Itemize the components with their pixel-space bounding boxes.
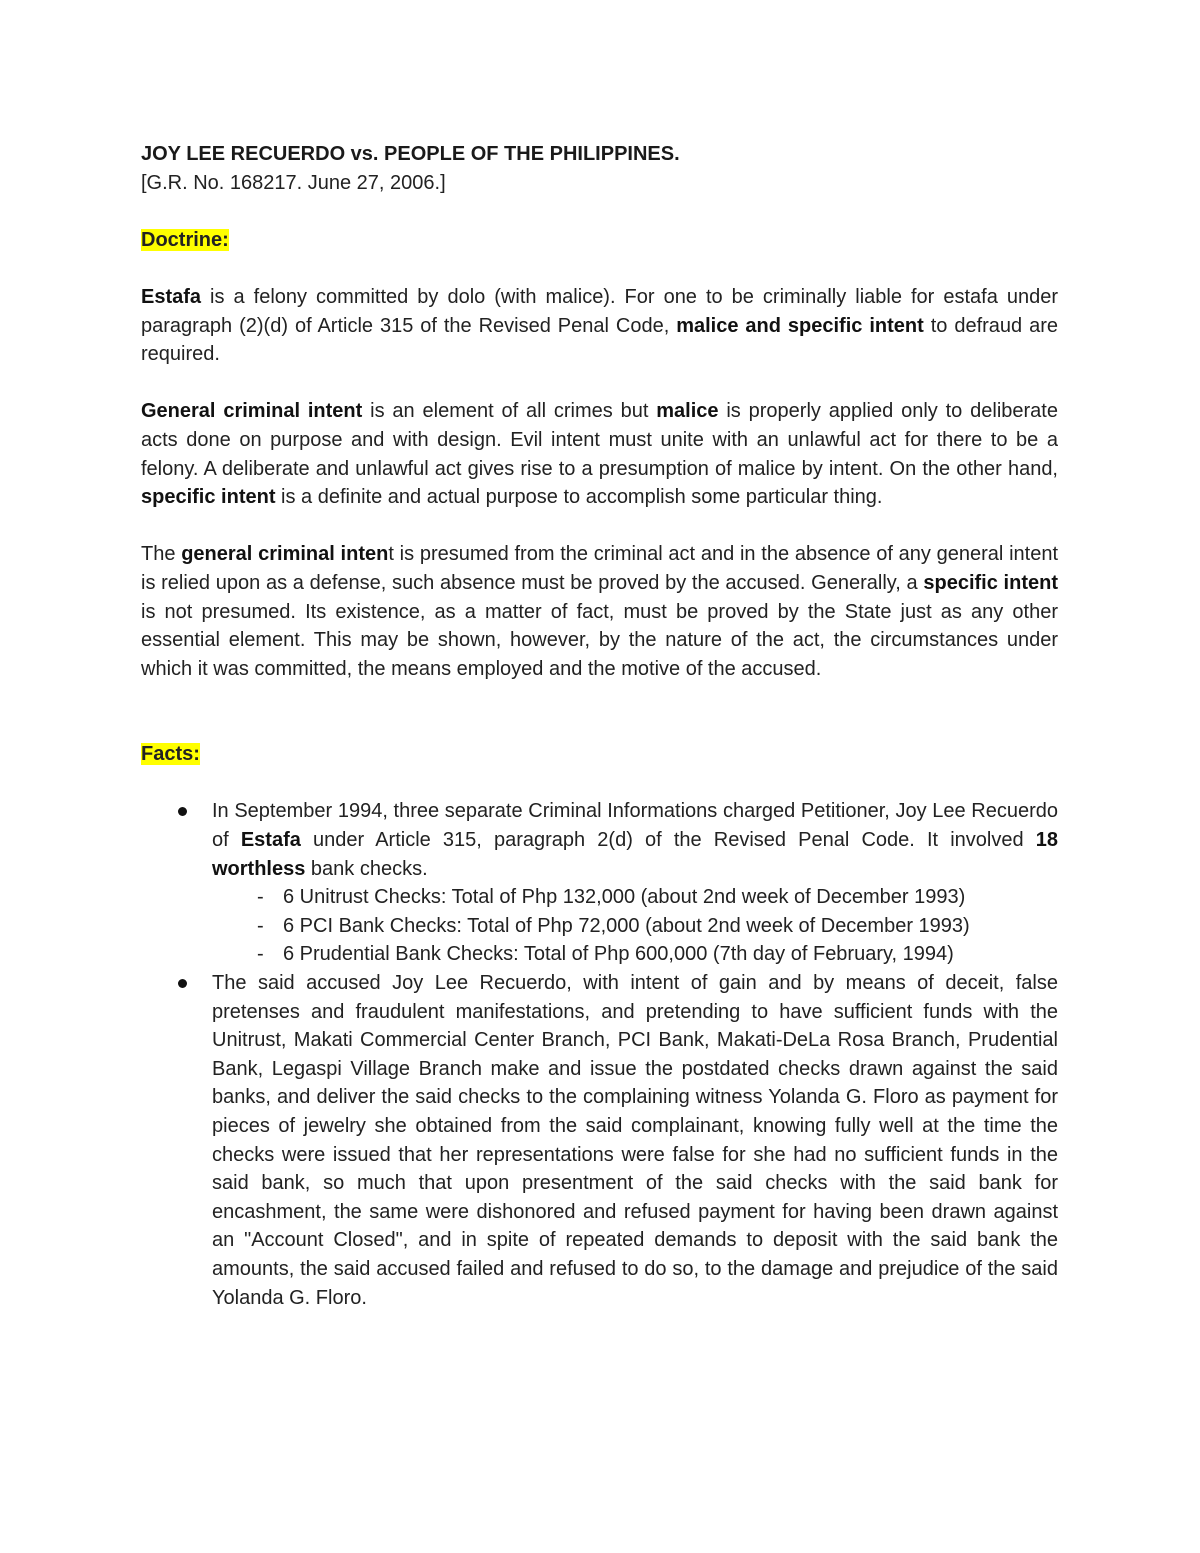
doctrine-paragraph-2 (141, 397, 1058, 511)
dash-marker: - (257, 886, 264, 909)
spacer (141, 512, 1058, 541)
case-title: JOY LEE RECUERDO vs. PEOPLE OF THE PHILIPPINES. (141, 143, 680, 165)
sub-list-item-text: 6 Unitrust Checks: Total of Php 132,000 (about 2nd week of December 1993) (283, 886, 966, 909)
bold-term: specific intent (141, 486, 276, 509)
sub-list-item (141, 912, 1058, 941)
doctrine-heading-highlight: Doctrine: (141, 228, 229, 251)
spacer (141, 683, 1058, 740)
dash-marker: - (257, 914, 264, 937)
bold-term: specific intent (923, 571, 1058, 594)
bold-term: malice and specific intent (676, 314, 924, 337)
bold-term: General criminal intent (141, 400, 363, 423)
bullet-icon (178, 807, 187, 816)
list-item-text: The said accused Joy Lee Recuerdo, with intent of gain and by means of deceit, false pretenses and fraudulent manifestations, and pretending to have sufficient funds with the Unitrust, Makati Commercial Center Branch, PCI Bank, Makati-DeLa Rosa Branch, Prudential Bank, Legaspi Village Branch make and issue the postdated checks drawn against the said banks, and deliver the said checks to the complaining witness Yolanda G. Floro as payment for pieces of jewelry she obtained from the said complainant, knowing fully well at the time the checks were issued that her representations were false for she had no sufficient funds in the said bank, so much that upon presentment of the said checks with the said bank for encashment, the same were dishonored and refused payment for having been drawn against an "Account Closed", and in spite of repeated demands to deposit with the said bank the amounts, the said accused failed and refused to do so, to the damage and prejudice of the said Yolanda G. Floro. (212, 972, 1058, 1309)
spacer (141, 197, 1058, 226)
spacer (141, 369, 1058, 398)
spacer (141, 254, 1058, 283)
facts-heading-highlight: Facts: (141, 743, 200, 766)
bold-term: 18 worthless (212, 829, 1058, 880)
list-item (141, 969, 1058, 1312)
paragraph-text: to defraud are required. (141, 314, 1059, 366)
bold-term: malice (656, 400, 719, 423)
bold-term: Estafa (141, 285, 202, 308)
list-item-text: In September 1994, three separate Criminal Informations charged Petitioner, Joy Lee Recuerdo of (212, 800, 1058, 852)
facts-heading (141, 740, 1058, 769)
facts-list (141, 797, 1058, 1312)
paragraph-text: is a felony committed by dolo (with malice). For one to be criminally liable for estafa under paragraph (2)(d) of Article 315 of the Revised Penal Code, (141, 285, 1058, 337)
list-item (141, 797, 1058, 969)
bold-term: Estafa (240, 829, 301, 852)
document-page (141, 140, 1058, 1312)
sub-list-item (141, 940, 1058, 969)
sub-list (212, 883, 1058, 969)
paragraph-text: t is presumed from the criminal act and in the absence of any general intent is relied upon as a defense, such absence must be proved by the accused. Generally, a (141, 543, 1058, 594)
bold-term: general criminal inten (181, 543, 389, 566)
list-item-text: bank checks. (305, 857, 428, 880)
doctrine-heading (141, 226, 1058, 255)
sub-list-item (141, 883, 1058, 912)
doctrine-paragraph-1 (141, 283, 1058, 369)
paragraph-text: is not presumed. Its existence, as a matter of fact, must be proved by the State just as any other essential element. This may be shown, however, by the nature of the act, the circumstances under which it was committed, the means employed and the motive of the accused. (141, 600, 1058, 680)
sub-list-item-text: 6 PCI Bank Checks: Total of Php 72,000 (about 2nd week of December 1993) (283, 914, 970, 937)
bullet-icon (178, 979, 187, 988)
spacer (141, 769, 1058, 798)
sub-list-item-text: 6 Prudential Bank Checks: Total of Php 600,000 (7th day of February, 1994) (283, 943, 954, 966)
paragraph-text: is an element of all crimes but (362, 400, 657, 423)
doctrine-paragraph-3 (141, 540, 1058, 683)
dash-marker: - (257, 943, 264, 966)
paragraph-text: is properly applied only to deliberate acts done on purpose and with design. Evil intent must unite with an unlawful act for there to be a felony. A deliberate and unlawful act gives rise to a presumption of malice by intent. On the other hand, (141, 400, 1058, 480)
paragraph-text: The (141, 543, 182, 566)
list-item-text: under Article 315, paragraph 2(d) of the Revised Penal Code. It involved (300, 829, 1036, 852)
case-citation: [G.R. No. 168217. June 27, 2006.] (141, 171, 446, 194)
paragraph-text: is a definite and actual purpose to accomplish some particular thing. (275, 486, 883, 509)
